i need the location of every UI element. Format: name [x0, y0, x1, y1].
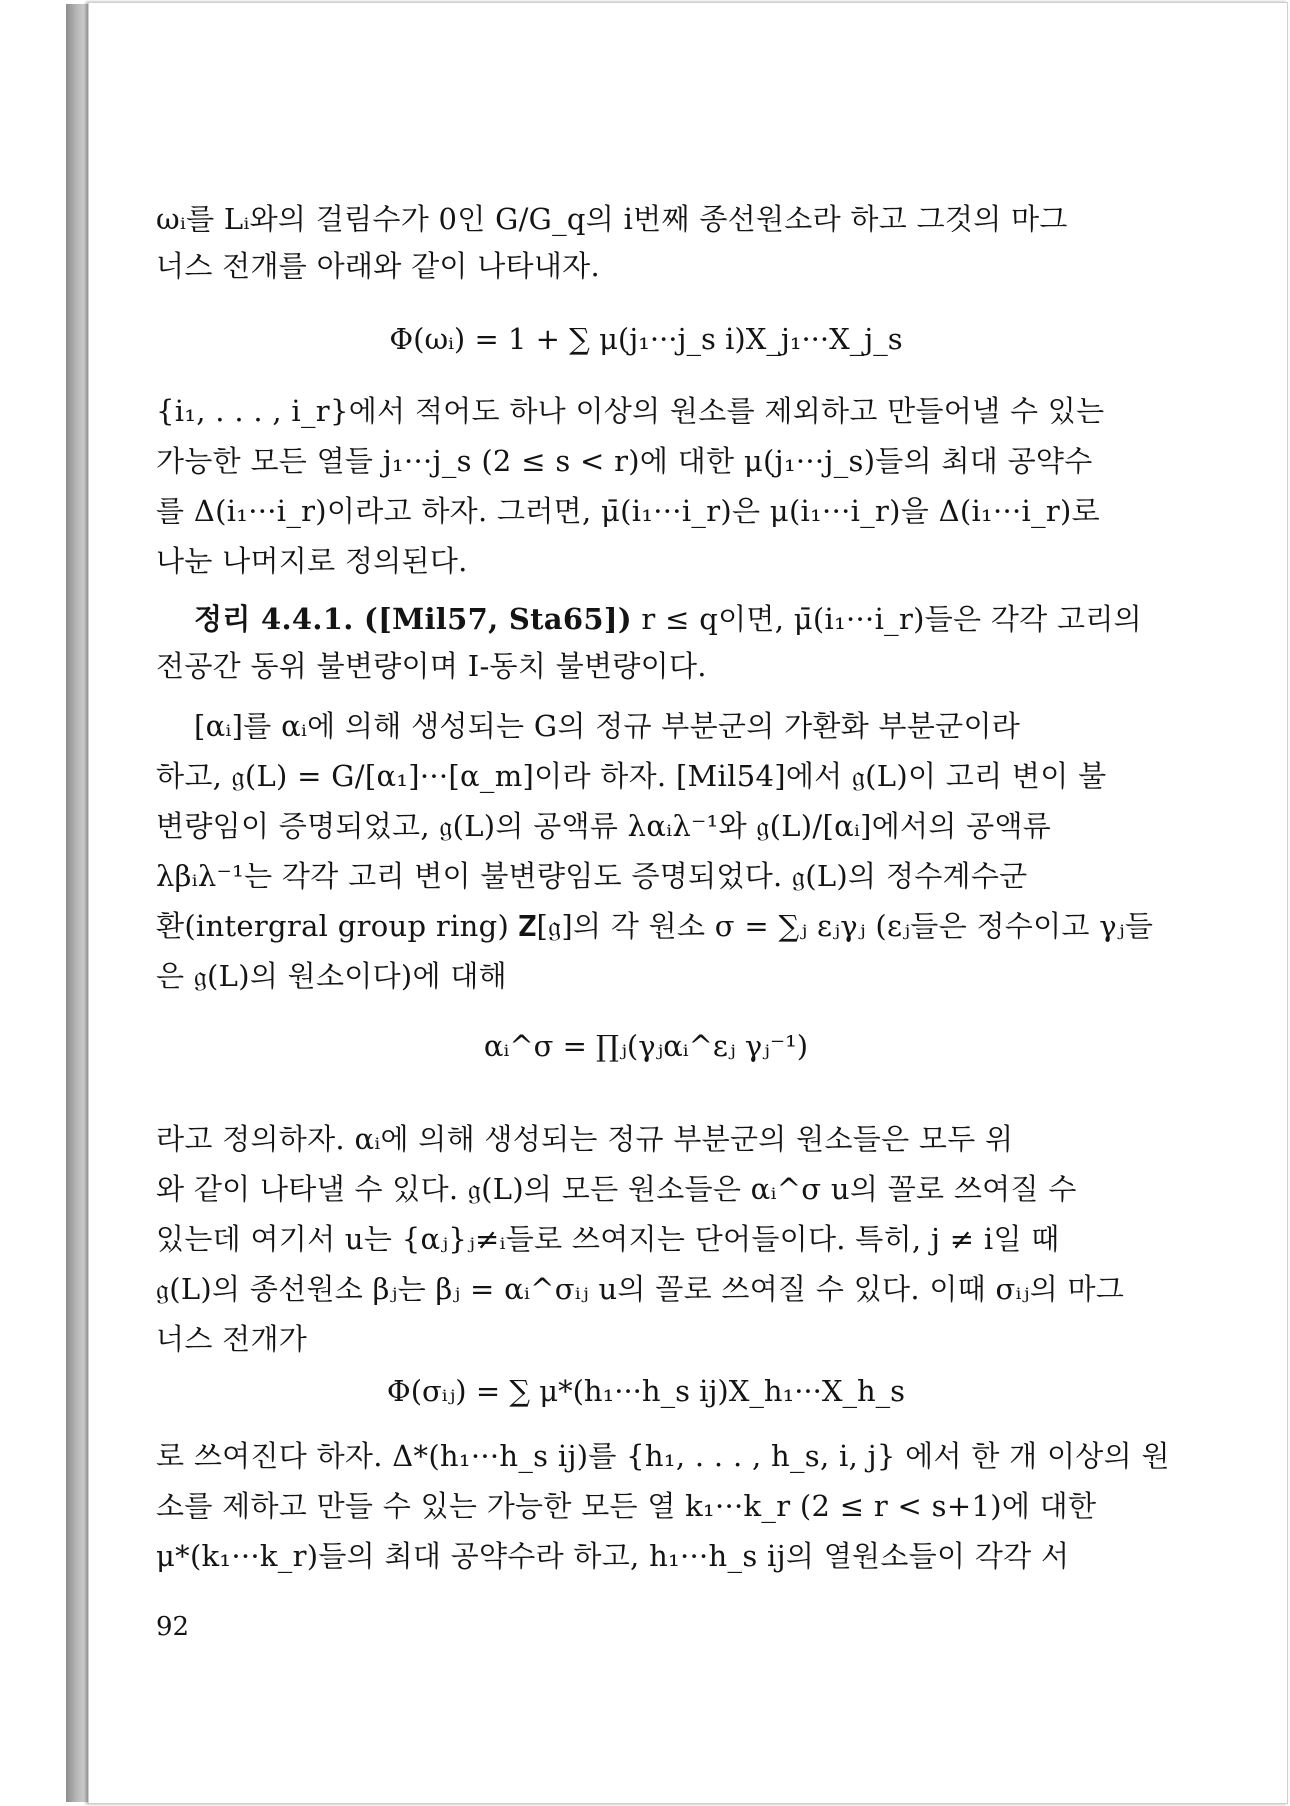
text-line: 너스 전개가	[156, 1322, 308, 1356]
text-line: μ*(k₁···k_r)들의 최대 공약수라 하고, h₁···h_s ij의 열원소들이 각각 서	[156, 1539, 1070, 1573]
text-line: 로 쓰여진다 하자. Δ*(h₁···h_s ij)를 {h₁, . . . , h_s, i, j} 에서 한 개 이상의 원	[156, 1439, 1170, 1473]
text-line: 있는데 여기서 u는 {αⱼ}ⱼ≠ᵢ들로 쓰여지는 단어들이다. 특히, j ≠ i일 때	[156, 1222, 1060, 1256]
text-line: 전공간 동위 불변량이며 I-동치 불변량이다.	[156, 649, 707, 683]
page-number: 92	[156, 1612, 190, 1642]
text-line: 를 Δ(i₁···i_r)이라고 하자. 그러면, μ̄(i₁···i_r)은 μ(i₁···i_r)을 Δ(i₁···i_r)로	[156, 494, 1100, 528]
text-line: 𝔤(L)의 종선원소 βⱼ는 βⱼ = αᵢ^σᵢⱼ u의 꼴로 쓰여질 수 있다. 이때 σᵢⱼ의 마그	[156, 1272, 1125, 1306]
theorem-statement	[156, 598, 1174, 640]
text-line: 하고, 𝔤(L) = G/[α₁]···[α_m]이라 하자. [Mil54]에서 𝔤(L)이 고리 변이 불	[156, 759, 1107, 793]
text-line: 은 𝔤(L)의 원소이다)에 대해	[156, 959, 507, 993]
text-line: 너스 전개를 아래와 같이 나타내자.	[156, 249, 600, 283]
text-line: 라고 정의하자. αᵢ에 의해 생성되는 정규 부분군의 원소들은 모두 위	[156, 1122, 1014, 1156]
text-line: [αᵢ]를 αᵢ에 의해 생성되는 G의 정규 부분군의 가환화 부분군이라	[194, 709, 1021, 743]
equation-alpha-sigma: αᵢ^σ = ∏ⱼ(γⱼαᵢ^εⱼ γⱼ⁻¹)	[483, 1029, 809, 1063]
text-line: λβᵢλ⁻¹는 각각 고리 변이 불변량임도 증명되었다. 𝔤(L)의 정수계수군	[156, 859, 1028, 893]
theorem-text: r ≤ q이면, μ̄(i₁···i_r)들은 각각 고리의	[631, 602, 1142, 636]
text-line: 소를 제하고 만들 수 있는 가능한 모든 열 k₁···k_r (2 ≤ r < s+1)에 대한	[156, 1489, 1097, 1523]
equation-sigma-expansion: Φ(σᵢⱼ) = ∑ μ*(h₁···h_s ij)X_h₁···X_h_s	[386, 1374, 906, 1408]
book-spine-edge	[66, 4, 90, 1802]
text-line: 와 같이 나타낼 수 있다. 𝔤(L)의 모든 원소들은 αᵢ^σ u의 꼴로 쓰여질 수	[156, 1172, 1077, 1206]
text-line: 변량임이 증명되었고, 𝔤(L)의 공액류 λαᵢλ⁻¹와 𝔤(L)/[αᵢ]에서의 공액류	[156, 809, 1052, 843]
text-line: 나눈 나머지로 정의된다.	[156, 544, 468, 578]
theorem-label: 정리 4.4.1. ([Mil57, Sta65])	[194, 602, 632, 636]
equation-magnus-expansion: Φ(ωᵢ) = 1 + ∑ μ(j₁···j_s i)X_j₁···X_j_s	[389, 322, 903, 356]
text-line: 가능한 모든 열들 j₁···j_s (2 ≤ s < r)에 대한 μ(j₁···j_s)들의 최대 공약수	[156, 444, 1093, 478]
text-line: 환(intergral group ring) 𝐙[𝔤]의 각 원소 σ = ∑ⱼ εⱼγⱼ (εⱼ들은 정수이고 γⱼ들	[156, 909, 1154, 943]
text-line: ωᵢ를 Lᵢ와의 걸림수가 0인 G/G_q의 i번째 종선원소라 하고 그것의 마그	[156, 202, 1068, 236]
text-line: {i₁, . . . , i_r}에서 적어도 하나 이상의 원소를 제외하고 만들어낼 수 있는	[156, 394, 1105, 428]
